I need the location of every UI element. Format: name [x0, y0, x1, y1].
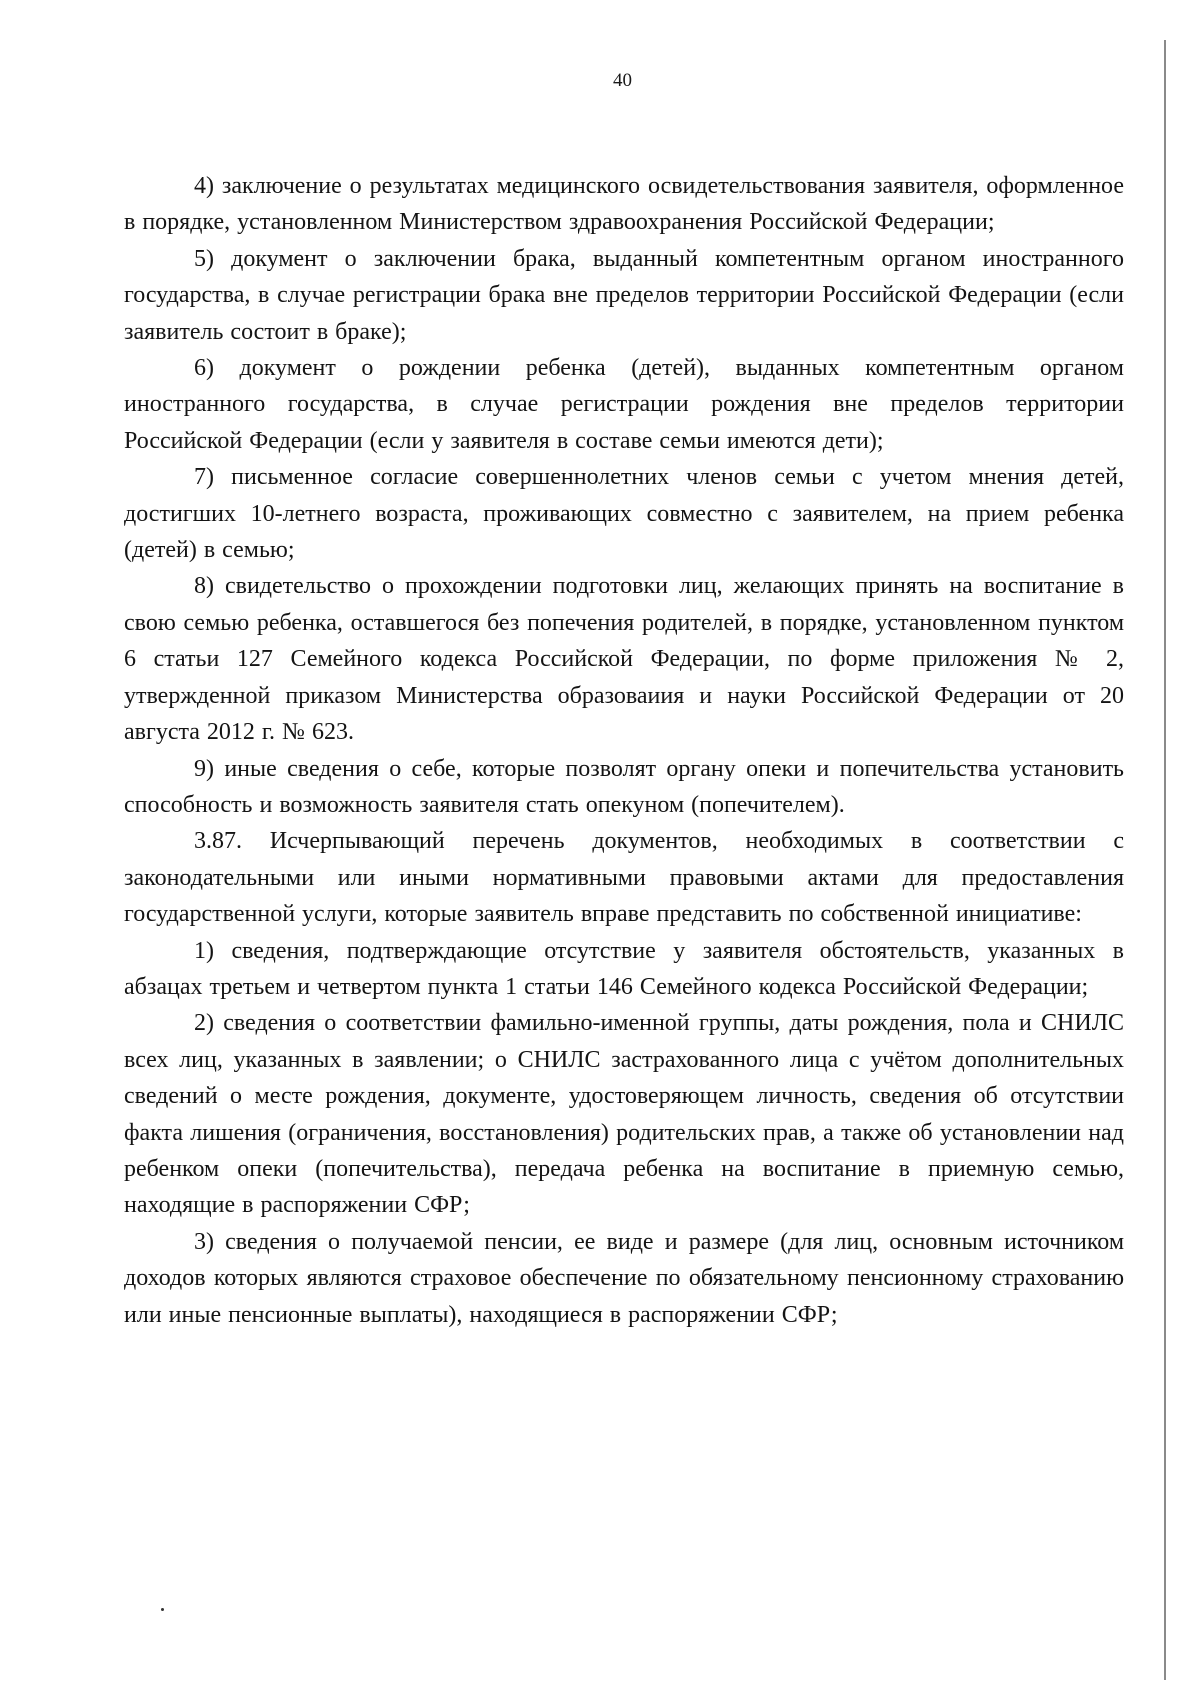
paragraph-item-9: 9) иные сведения о себе, которые позволят органу опеки и попечительства установить способность и возможность заявителя стать опекуном (попечителем).: [124, 755, 1124, 818]
document-body: [124, 168, 1124, 1333]
page-number: 40: [613, 70, 632, 91]
paragraph-section-3-87: 3.87. Исчерпывающий перечень документов, необходимых в соответствии с законодательными или иными нормативными правовыми актами для предоставления государственной услуги, которые заявитель вправе представить по собственной инициативе:: [124, 828, 1124, 928]
paragraph-item-7: 7) письменное согласие совершеннолетних членов семьи с учетом мнения детей, достигших 10-летнего возраста, проживающих совместно с заявителем, на прием ребенка (детей) в семью;: [124, 464, 1124, 564]
paragraph-item-4: 4) заключение о результатах медицинского освидетельствования заявителя, оформленное в порядке, установленном Министерством здравоохранения Российской Федерации;: [124, 173, 1124, 236]
paragraph-item-8: 8) свидетельство о прохождении подготовки лиц, желающих принять на воспитание в свою семью ребенка, оставшегося без попечения родителей, в порядке, установленном пунктом 6 статьи 127 Семейного кодекса Российской Федерации, по форме приложения № 2, утвержденной приказом Министерства образоваиия и науки Российской Федерации от 20 августа 2012 г. № 623.: [124, 573, 1124, 746]
scan-speck: [161, 1608, 164, 1611]
scan-edge-line: [1164, 40, 1166, 1680]
paragraph-optional-2: 2) сведения о соответствии фамильно-именной группы, даты рождения, пола и СНИЛС всех лиц, указанных в заявлении; о СНИЛС застрахованного лица с учётом дополнительных сведений о месте рождения, документе, удостоверяющем личность, сведения об отсутствии факта лишения (ограничения, восстановления) родительских прав, а также об установлении над ребенком опеки (попечительства), передача ребенка на воспитание в приемную семью, находящие в распоряжении СФР;: [124, 1010, 1124, 1219]
paragraph-item-5: 5) документ о заключении брака, выданный компетентным органом иностранного государства, в случае регистрации брака вне пределов территории Российской Федерации (если заявитель состоит в браке);: [124, 245, 1124, 345]
paragraph-optional-1: 1) сведения, подтверждающие отсутствие у заявителя обстоятельств, указанных в абзацах третьем и четвертом пункта 1 статьи 146 Семейного кодекса Российской Федерации;: [124, 937, 1124, 1000]
paragraph-optional-3: 3) сведения о получаемой пенсии, ее виде и размере (для лиц, основным источником доходов которых являются страховое обеспечение по обязательному пенсионному страхованию или иные пенсионные выплаты), находящиеся в распоряжении СФР;: [124, 1228, 1124, 1328]
paragraph-item-6: 6) документ о рождении ребенка (детей), выданных компетентным органом иностранного государства, в случае регистрации рождения вне пределов территории Российской Федерации (если у заявителя в составе семьи имеются дети);: [124, 355, 1124, 454]
